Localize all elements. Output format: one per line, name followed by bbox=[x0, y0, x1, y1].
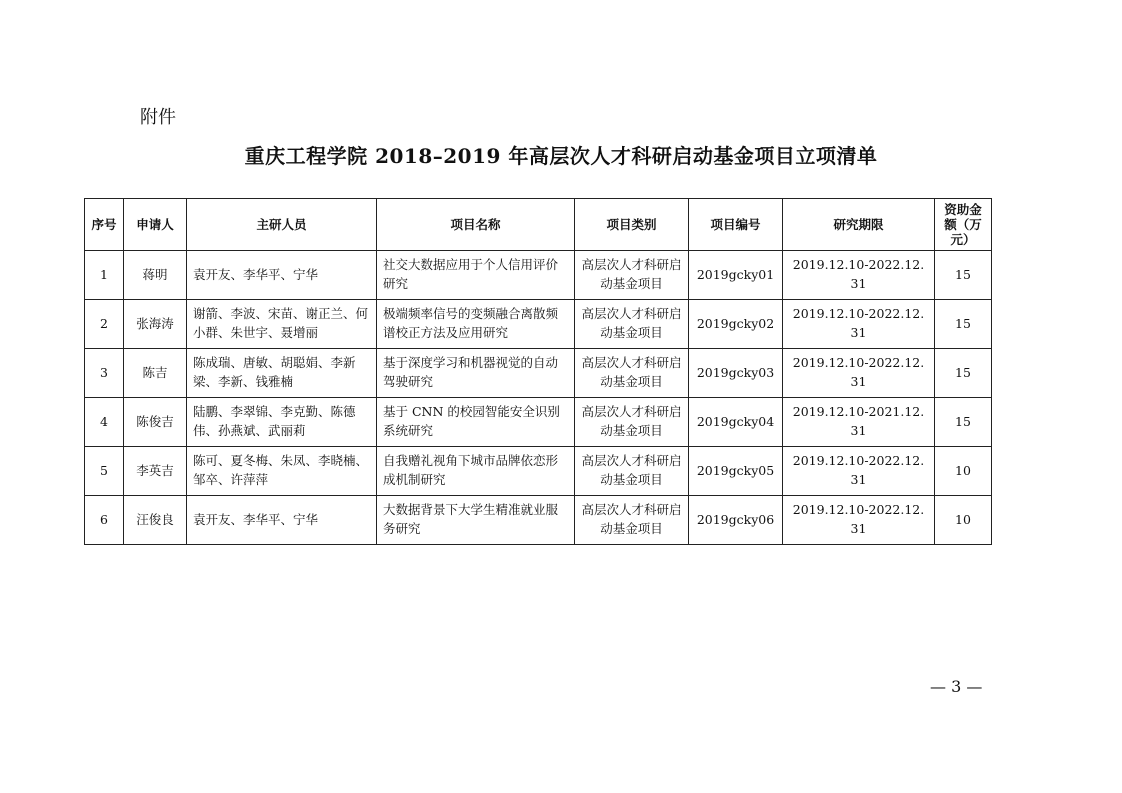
cell-project-name: 极端频率信号的变频融合离散频谱校正方法及应用研究 bbox=[377, 300, 575, 349]
cell-project-name: 社交大数据应用于个人信用评价研究 bbox=[377, 251, 575, 300]
cell-applicant: 陈吉 bbox=[124, 349, 187, 398]
cell-funding: 15 bbox=[935, 398, 992, 447]
cell-applicant: 陈俊吉 bbox=[124, 398, 187, 447]
header-project-name: 项目名称 bbox=[377, 199, 575, 251]
cell-project-code: 2019gcky01 bbox=[689, 251, 783, 300]
cell-project-code: 2019gcky04 bbox=[689, 398, 783, 447]
cell-applicant: 李英吉 bbox=[124, 447, 187, 496]
cell-project-name: 大数据背景下大学生精准就业服务研究 bbox=[377, 496, 575, 545]
table-row bbox=[85, 398, 992, 447]
cell-members: 陈成瑞、唐敏、胡聪娟、李新梁、李新、钱雅楠 bbox=[187, 349, 377, 398]
cell-category: 高层次人才科研启动基金项目 bbox=[575, 398, 689, 447]
cell-index: 2 bbox=[85, 300, 124, 349]
cell-period: 2019.12.10-2021.12.31 bbox=[783, 398, 935, 447]
table-header-row bbox=[85, 199, 992, 251]
header-applicant: 申请人 bbox=[124, 199, 187, 251]
cell-period: 2019.12.10-2022.12.31 bbox=[783, 251, 935, 300]
header-category: 项目类别 bbox=[575, 199, 689, 251]
cell-index: 4 bbox=[85, 398, 124, 447]
cell-funding: 15 bbox=[935, 349, 992, 398]
document-title: 重庆工程学院 2018–2019 年高层次人才科研启动基金项目立项清单 bbox=[244, 144, 878, 168]
project-list-table bbox=[84, 198, 992, 545]
page-number: — 3 — bbox=[930, 677, 983, 696]
cell-members: 谢箭、李波、宋苗、谢正兰、何小群、朱世宇、聂增丽 bbox=[187, 300, 377, 349]
cell-index: 1 bbox=[85, 251, 124, 300]
cell-members: 袁开友、李华平、宁华 bbox=[187, 496, 377, 545]
cell-project-name: 基于深度学习和机器视觉的自动驾驶研究 bbox=[377, 349, 575, 398]
cell-project-name: 基于 CNN 的校园智能安全识别系统研究 bbox=[377, 398, 575, 447]
cell-category: 高层次人才科研启动基金项目 bbox=[575, 251, 689, 300]
cell-members: 陈可、夏冬梅、朱凤、李晓楠、邹卒、许萍萍 bbox=[187, 447, 377, 496]
cell-period: 2019.12.10-2022.12.31 bbox=[783, 447, 935, 496]
attachment-label: 附件 bbox=[140, 107, 176, 128]
cell-project-code: 2019gcky02 bbox=[689, 300, 783, 349]
table-row bbox=[85, 447, 992, 496]
cell-category: 高层次人才科研启动基金项目 bbox=[575, 447, 689, 496]
table-row bbox=[85, 251, 992, 300]
header-members: 主研人员 bbox=[187, 199, 377, 251]
cell-project-name: 自我赠礼视角下城市品牌依恋形成机制研究 bbox=[377, 447, 575, 496]
cell-category: 高层次人才科研启动基金项目 bbox=[575, 496, 689, 545]
cell-index: 6 bbox=[85, 496, 124, 545]
table-row bbox=[85, 496, 992, 545]
cell-period: 2019.12.10-2022.12.31 bbox=[783, 496, 935, 545]
header-index: 序号 bbox=[85, 199, 124, 251]
cell-project-code: 2019gcky03 bbox=[689, 349, 783, 398]
header-project-code: 项目编号 bbox=[689, 199, 783, 251]
header-period: 研究期限 bbox=[783, 199, 935, 251]
cell-applicant: 蒋明 bbox=[124, 251, 187, 300]
cell-category: 高层次人才科研启动基金项目 bbox=[575, 349, 689, 398]
cell-applicant: 张海涛 bbox=[124, 300, 187, 349]
cell-funding: 15 bbox=[935, 251, 992, 300]
table-row bbox=[85, 349, 992, 398]
table-row bbox=[85, 300, 992, 349]
cell-funding: 15 bbox=[935, 300, 992, 349]
cell-applicant: 汪俊良 bbox=[124, 496, 187, 545]
cell-members: 袁开友、李华平、宁华 bbox=[187, 251, 377, 300]
cell-project-code: 2019gcky06 bbox=[689, 496, 783, 545]
cell-period: 2019.12.10-2022.12.31 bbox=[783, 300, 935, 349]
cell-project-code: 2019gcky05 bbox=[689, 447, 783, 496]
cell-index: 3 bbox=[85, 349, 124, 398]
cell-funding: 10 bbox=[935, 496, 992, 545]
cell-members: 陆鹏、李翠锦、李克勤、陈德伟、孙燕斌、武丽莉 bbox=[187, 398, 377, 447]
cell-period: 2019.12.10-2022.12.31 bbox=[783, 349, 935, 398]
cell-category: 高层次人才科研启动基金项目 bbox=[575, 300, 689, 349]
cell-index: 5 bbox=[85, 447, 124, 496]
cell-funding: 10 bbox=[935, 447, 992, 496]
header-funding: 资助金额（万元） bbox=[935, 199, 992, 251]
